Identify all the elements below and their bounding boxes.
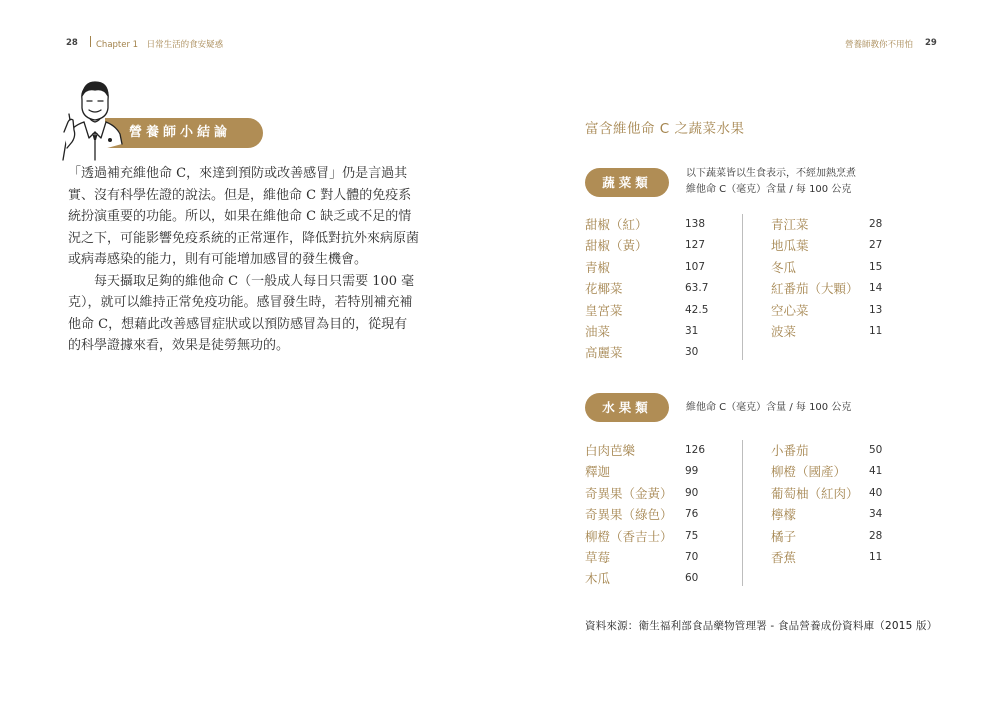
food-name: 橘子 <box>771 528 797 544</box>
table-row <box>771 483 909 504</box>
summary-text <box>68 163 420 357</box>
vegetables-note-line-2: 維他命 C（毫克）含量 / 每 100 公克 <box>686 184 852 195</box>
vitamin-c-value: 14 <box>869 282 883 295</box>
table-row <box>771 300 909 321</box>
vitamin-c-value: 75 <box>685 529 699 542</box>
food-name: 柳橙（香吉士） <box>585 528 673 544</box>
table-row <box>585 568 725 589</box>
food-name: 小番茄 <box>771 443 809 458</box>
food-name: 高麗菜 <box>585 345 623 361</box>
food-name: 紅番茄（大顆） <box>771 281 859 297</box>
food-name: 波菜 <box>771 324 797 339</box>
column-divider <box>742 440 743 586</box>
food-name: 油菜 <box>585 324 611 339</box>
vitamin-c-value: 107 <box>685 260 706 273</box>
header-separator <box>90 36 91 47</box>
vegetables-label: 蔬菜類 <box>585 168 669 197</box>
table-row <box>771 235 909 256</box>
vitamin-c-value: 30 <box>685 346 699 359</box>
food-name: 青江菜 <box>771 217 809 232</box>
chapter-title: Chapter 1 日常生活的食安疑惑 <box>96 40 224 50</box>
food-name: 草莓 <box>585 550 611 565</box>
vitamin-c-value: 13 <box>869 303 883 316</box>
table-row <box>771 321 909 342</box>
vitamin-c-value: 63.7 <box>685 282 709 295</box>
vitamin-c-value: 27 <box>869 239 883 252</box>
vitamin-c-foods-title: 富含維他命 C 之蔬菜水果 <box>585 121 745 137</box>
fruits-label: 水果類 <box>585 393 669 422</box>
vitamin-c-value: 138 <box>685 218 706 230</box>
vitamin-c-value: 50 <box>869 444 883 456</box>
vitamin-c-value: 11 <box>869 551 883 563</box>
food-name: 奇異果（金黃） <box>585 485 673 501</box>
table-row <box>585 321 725 342</box>
table-row <box>585 300 725 321</box>
dietitian-summary-badge: 營養師小結論 <box>105 118 263 148</box>
table-row <box>585 278 725 299</box>
food-name: 花椰菜 <box>585 281 623 297</box>
table-row <box>771 440 909 461</box>
table-row <box>585 235 725 256</box>
vegetables-note-line-1: 以下蔬菜皆以生食表示，不經加熱烹煮 <box>686 168 856 179</box>
table-row <box>585 504 725 525</box>
vitamin-c-value: 60 <box>685 572 699 585</box>
vitamin-c-value: 11 <box>869 325 883 337</box>
table-row <box>771 547 909 568</box>
table-row <box>585 342 725 363</box>
food-name: 白肉芭樂 <box>585 443 636 458</box>
food-name: 香蕉 <box>771 550 797 565</box>
food-name: 木瓜 <box>585 571 611 587</box>
food-name: 釋迦 <box>585 464 611 480</box>
vitamin-c-value: 127 <box>685 239 706 252</box>
vitamin-c-value: 42.5 <box>685 303 709 316</box>
food-name: 葡萄柚（紅肉） <box>771 485 859 501</box>
food-name: 空心菜 <box>771 302 809 318</box>
table-row <box>585 461 725 482</box>
table-row <box>585 526 725 547</box>
table-row <box>585 440 725 461</box>
vitamin-c-value: 40 <box>869 486 883 499</box>
vitamin-c-value: 76 <box>685 508 699 521</box>
table-row <box>771 461 909 482</box>
dietitian-avatar-icon <box>58 74 132 162</box>
food-name: 甜椒（黃） <box>585 238 648 254</box>
vitamin-c-value: 28 <box>869 529 883 542</box>
summary-paragraph-2: 每天攝取足夠的維他命 C（一般成人每日只需要 100 毫克），就可以維持正常免疫功能。感冒發生時，若特別補充補他命 C，想藉此改善感冒症狀或以預防感冒為目的，從現有的科學證據來看，效果是徒勞無功的。 <box>68 273 415 353</box>
vitamin-c-value: 28 <box>869 218 883 230</box>
vitamin-c-value: 15 <box>869 260 883 273</box>
fruits-note: 維他命 C（毫克）含量 / 每 100 公克 <box>686 402 852 413</box>
table-row <box>585 257 725 278</box>
table-row <box>585 214 725 235</box>
vitamin-c-value: 90 <box>685 486 699 499</box>
food-name: 甜椒（紅） <box>585 217 648 232</box>
vitamin-c-value: 99 <box>685 465 699 478</box>
table-row <box>585 483 725 504</box>
vegetables-note <box>686 166 856 198</box>
food-name: 柳橙（國產） <box>771 464 847 480</box>
table-row <box>771 504 909 525</box>
vitamin-c-value: 70 <box>685 551 699 563</box>
table-row <box>771 278 909 299</box>
vitamin-c-value: 41 <box>869 465 883 478</box>
summary-paragraph-1: 「透過補充維他命 C，來達到預防或改善感冒」仍是言過其實、沒有科學佐證的說法。但是，維他命 C 對人體的免疫系統扮演重要的功能。所以，如果在維他命 C 缺乏或不足的情況之下，可能影響免疫系統的正常運作，降低對抗外來病原菌或病毒感染的能力，則有可能增加感冒的發生機會。 <box>68 166 420 267</box>
food-name: 皇宮菜 <box>585 302 623 318</box>
table-row <box>771 214 909 235</box>
table-row <box>585 547 725 568</box>
table-row <box>771 257 909 278</box>
food-name: 地瓜葉 <box>771 238 809 254</box>
vitamin-c-value: 34 <box>869 508 883 521</box>
right-page-number: 29 <box>925 38 937 48</box>
column-divider <box>742 214 743 360</box>
book-title: 營養師教你不用怕 <box>845 40 914 50</box>
table-row <box>771 526 909 547</box>
food-name: 奇異果（綠色） <box>585 507 673 523</box>
food-name: 青椒 <box>585 259 611 275</box>
vitamin-c-value: 126 <box>685 444 706 456</box>
data-source: 資料來源：衛生福利部食品藥物管理署 - 食品營養成份資料庫（2015 版） <box>585 620 938 632</box>
vitamin-c-value: 31 <box>685 325 699 337</box>
left-page-number: 28 <box>66 38 78 48</box>
food-name: 冬瓜 <box>771 259 797 275</box>
food-name: 檸檬 <box>771 507 797 523</box>
